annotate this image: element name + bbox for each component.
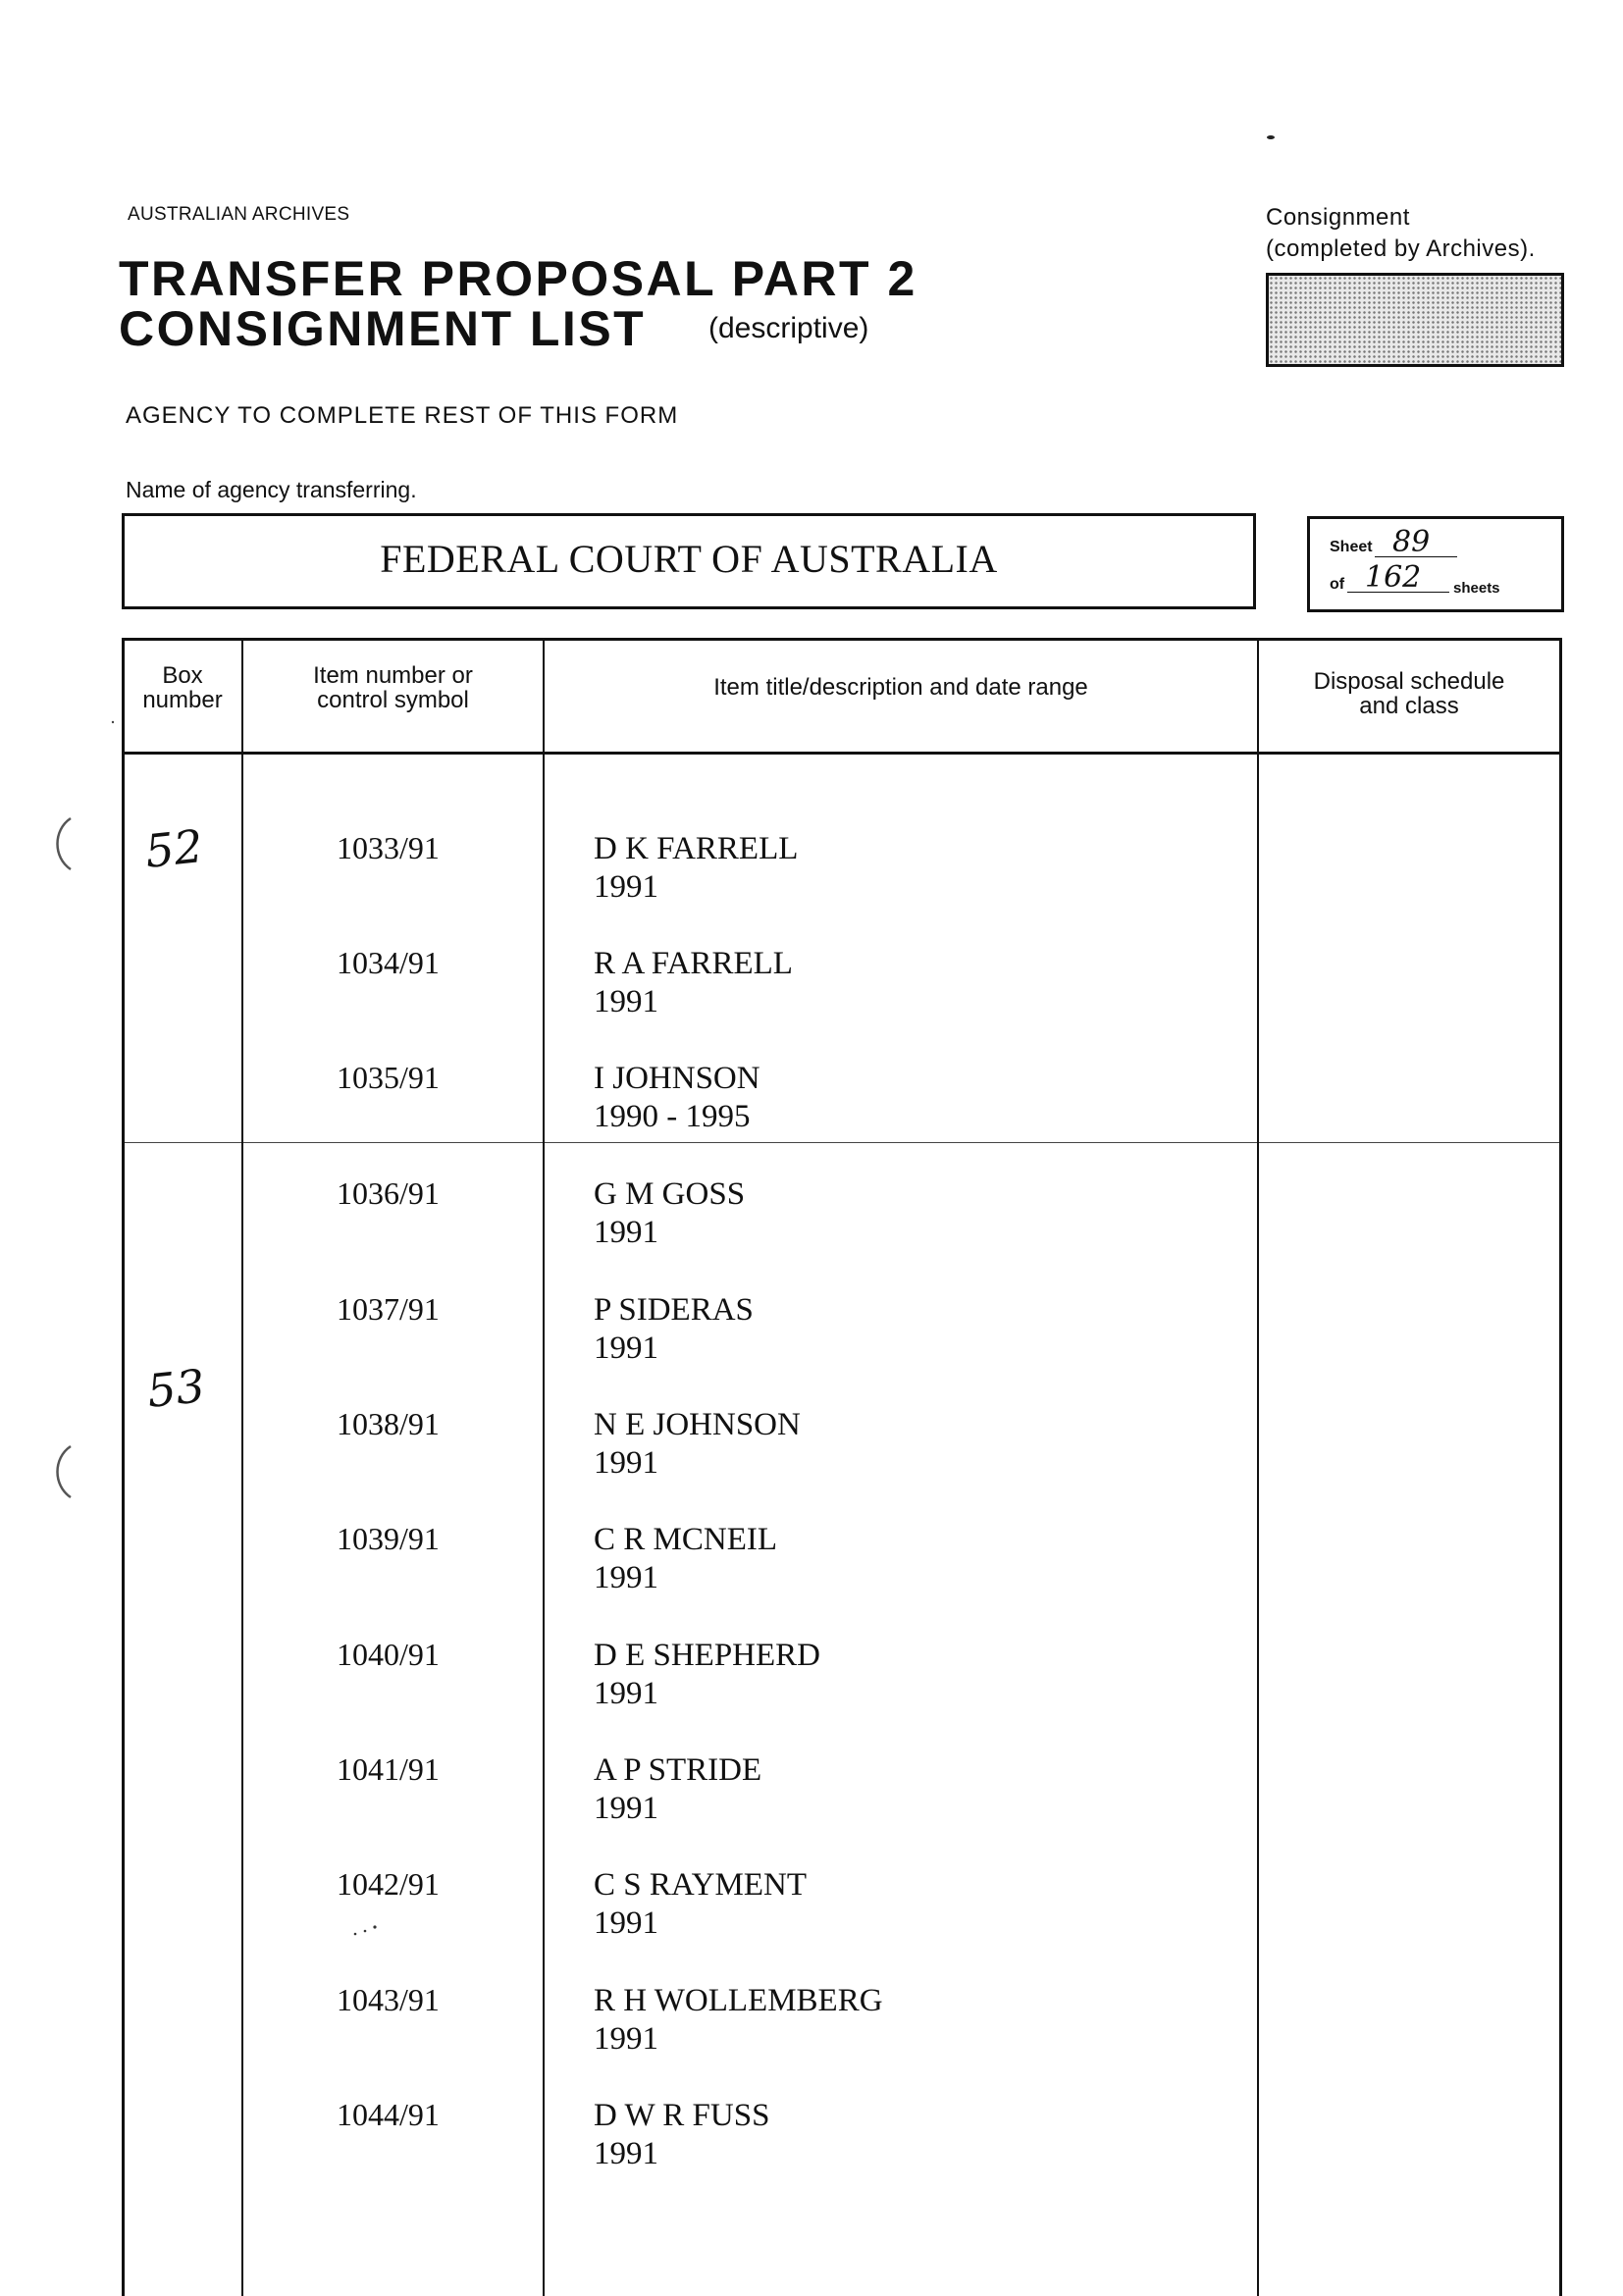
consignment-label: Consignment <box>1266 204 1410 231</box>
item-date: 1991 <box>594 1676 658 1711</box>
item-number: 1039/91 <box>337 1521 440 1556</box>
form-title-line1: TRANSFER PROPOSAL PART 2 <box>119 251 917 306</box>
item-title: A P STRIDE <box>594 1752 762 1788</box>
form-title-descriptor: (descriptive) <box>708 312 869 344</box>
box-number-53: 53 <box>144 1359 208 1418</box>
item-date: 1991 <box>594 1331 658 1366</box>
sheet-number: 89 <box>1392 525 1431 559</box>
margin-bracket-mark <box>47 814 77 878</box>
item-number: 1037/91 <box>337 1291 440 1327</box>
item-number: 1041/91 <box>337 1751 440 1787</box>
box-number-52: 52 <box>142 819 206 878</box>
item-date: 1991 <box>594 1905 658 1941</box>
item-date: 1990 - 1995 <box>594 1099 751 1134</box>
item-number: 1038/91 <box>337 1406 440 1441</box>
ink-speck <box>351 1923 381 1942</box>
item-title: N E JOHNSON <box>594 1407 801 1442</box>
agency-name: FEDERAL COURT OF AUSTRALIA <box>380 537 998 581</box>
item-date: 1991 <box>594 1791 658 1826</box>
of-label: of <box>1330 576 1345 593</box>
column-header-disposal: Disposal schedule and class <box>1313 668 1505 719</box>
item-title: D K FARRELL <box>594 831 799 866</box>
sheet-total: 162 <box>1365 560 1422 595</box>
item-number: 1043/91 <box>337 1982 440 2017</box>
item-title: P SIDERAS <box>594 1292 754 1328</box>
item-date: 1991 <box>594 1445 658 1481</box>
item-number: 1044/91 <box>337 2097 440 2132</box>
item-title: D E SHEPHERD <box>594 1638 821 1673</box>
sheets-label: sheets <box>1453 580 1500 597</box>
ink-speck <box>1266 128 1276 145</box>
agency-name-box <box>122 513 1256 609</box>
item-title: G M GOSS <box>594 1176 746 1212</box>
ink-speck <box>110 712 116 730</box>
item-date: 1991 <box>594 869 658 905</box>
item-number: 1034/91 <box>337 945 440 980</box>
item-date: 1991 <box>594 1560 658 1595</box>
column-header-item-title: Item title/description and date range <box>713 674 1088 701</box>
item-date: 1991 <box>594 2136 658 2171</box>
column-header-box-number: Box number <box>142 662 223 713</box>
item-title: C S RAYMENT <box>594 1867 807 1903</box>
form-title-line2: CONSIGNMENT LIST <box>119 301 647 356</box>
consignment-sublabel: (completed by Archives). <box>1266 235 1536 262</box>
item-number: 1035/91 <box>337 1060 440 1095</box>
item-date: 1991 <box>594 984 658 1019</box>
item-number: 1033/91 <box>337 830 440 865</box>
item-title: R H WOLLEMBERG <box>594 1983 883 2018</box>
item-number: 1042/91 <box>337 1866 440 1902</box>
item-title: C R MCNEIL <box>594 1522 778 1557</box>
item-title: I JOHNSON <box>594 1061 760 1096</box>
margin-bracket-mark <box>47 1442 77 1506</box>
item-title: R A FARRELL <box>594 946 793 981</box>
item-date: 1991 <box>594 2021 658 2057</box>
item-date: 1991 <box>594 1215 658 1250</box>
item-title: D W R FUSS <box>594 2098 770 2133</box>
archives-label: AUSTRALIAN ARCHIVES <box>128 204 350 225</box>
column-header-item-number: Item number or control symbol <box>313 662 473 713</box>
consignment-number-box <box>1266 273 1564 367</box>
agency-instruction: AGENCY TO COMPLETE REST OF THIS FORM <box>126 402 679 429</box>
item-number: 1036/91 <box>337 1175 440 1211</box>
item-number: 1040/91 <box>337 1637 440 1672</box>
sheet-label: Sheet <box>1330 539 1373 555</box>
agency-label: Name of agency transferring. <box>126 477 417 502</box>
sheet-count-box <box>1307 516 1564 612</box>
